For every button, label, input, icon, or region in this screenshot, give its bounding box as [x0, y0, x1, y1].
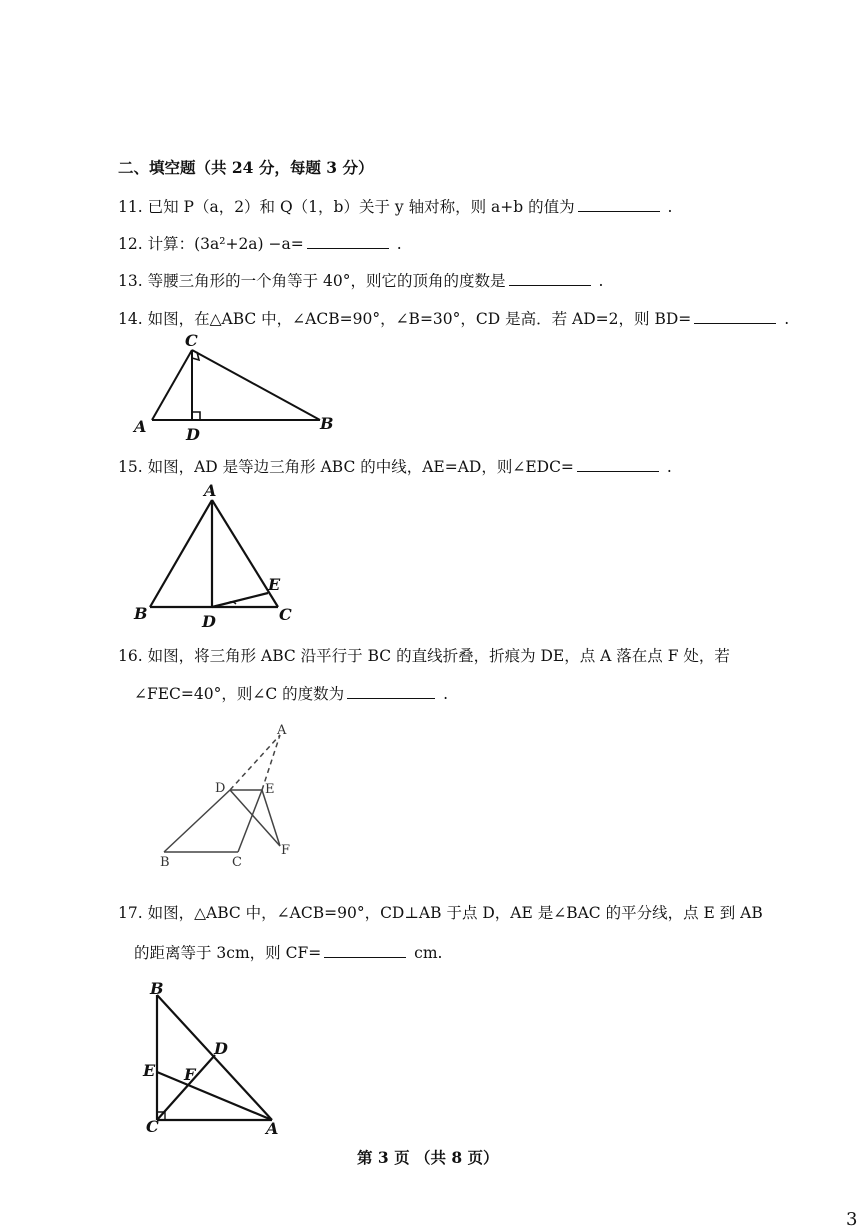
label-B: B: [134, 604, 148, 623]
label-E: E: [268, 575, 281, 594]
question-text: 如图，△ABC 中，∠ACB=90°，CD⊥AB 于点 D，AE 是∠BAC 的平分线，点 E 到 AB: [147, 904, 763, 922]
label-C: C: [185, 331, 198, 350]
question-number: 11.: [118, 198, 143, 216]
label-C: C: [146, 1117, 159, 1136]
label-A: A: [134, 417, 147, 436]
question-number: 15.: [118, 458, 143, 476]
question-number: 14.: [118, 310, 143, 328]
label-B: B: [150, 979, 164, 998]
figure-15: [150, 500, 278, 607]
question-text: 计算：(3a²+2a) −a=: [147, 235, 304, 253]
label-D: D: [202, 612, 216, 631]
question-text: 如图，AD 是等边三角形 ABC 的中线，AE=AD，则∠EDC=: [147, 458, 574, 476]
question-end: .: [667, 198, 673, 216]
question-text: 如图，在△ABC 中，∠ACB=90°，∠B=30°，CD 是高．若 AD=2，则 BD=: [147, 310, 692, 328]
label-D: D: [215, 781, 226, 796]
label-A: A: [277, 723, 287, 738]
question-end: cm.: [414, 944, 443, 962]
question-number: 16.: [118, 647, 143, 665]
question-number: 17.: [118, 904, 143, 922]
label-E: E: [265, 782, 275, 797]
label-C: C: [232, 855, 242, 870]
page-footer: 第 3 页 （共 8 页）: [357, 1148, 499, 1167]
label-E: E: [143, 1061, 156, 1080]
question-end: .: [396, 235, 402, 253]
question-end: .: [443, 685, 449, 703]
label-F: F: [281, 843, 291, 858]
label-F: F: [184, 1065, 196, 1084]
question-end: .: [666, 458, 672, 476]
label-B: B: [160, 855, 170, 870]
figure-14: [152, 350, 320, 420]
label-B: B: [320, 414, 334, 433]
question-number: 13.: [118, 272, 143, 290]
question-text: 如图，将三角形 ABC 沿平行于 BC 的直线折叠，折痕为 DE，点 A 落在点 F 处，若: [147, 647, 730, 665]
question-text: ∠FEC=40°，则∠C 的度数为: [134, 685, 345, 703]
question-number: 12.: [118, 235, 143, 253]
question-text: 的距离等于 3cm，则 CF=: [134, 944, 322, 962]
label-A: A: [204, 481, 217, 500]
question-end: .: [598, 272, 604, 290]
question-end: .: [784, 310, 790, 328]
label-D: D: [214, 1039, 228, 1058]
label-D: D: [186, 425, 200, 444]
section-title: 二、填空题（共 24 分，每题 3 分）: [118, 158, 374, 177]
question-text: 已知 P（a，2）和 Q（1，b）关于 y 轴对称，则 a+b 的值为: [147, 198, 575, 216]
corner-page-mark: 3: [846, 1209, 858, 1230]
label-C: C: [279, 605, 292, 624]
label-A: A: [266, 1119, 279, 1138]
question-text: 等腰三角形的一个角等于 40°，则它的顶角的度数是: [147, 272, 506, 290]
